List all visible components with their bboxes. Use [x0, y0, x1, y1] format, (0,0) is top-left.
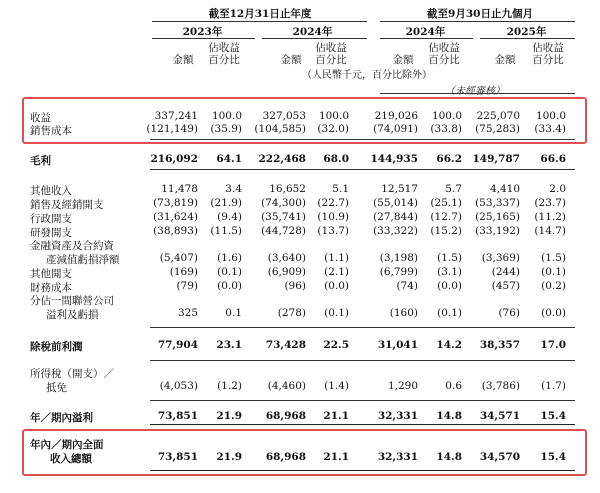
cell-percentage: 14.8	[436, 451, 462, 463]
cell-amount: 77,904	[157, 339, 198, 351]
cell-amount: (75,283)	[475, 123, 520, 135]
cell-amount: (244)	[491, 266, 520, 278]
year-rule-2	[262, 38, 367, 39]
cell-amount: 219,026	[374, 110, 418, 122]
col-header-amount: 金額	[392, 54, 414, 66]
cell-percentage: (33.8)	[430, 123, 462, 135]
cell-amount: (169)	[169, 266, 198, 278]
cell-amount: (6,909)	[267, 266, 306, 278]
cell-percentage: (2.1)	[324, 266, 349, 278]
cell-amount: (74)	[396, 280, 418, 292]
unaudited-note: （未經審核）	[445, 86, 505, 97]
cell-amount: (3,786)	[481, 380, 520, 392]
cell-amount: 325	[177, 307, 198, 319]
cell-percentage: 14.8	[436, 410, 462, 422]
row-label: 年內／期內全面	[30, 439, 104, 451]
highlight-total-comprehensive-income	[22, 429, 587, 476]
row-label-line2: 產減值虧損淨額	[46, 254, 120, 266]
year-rule-4	[480, 38, 575, 39]
cell-amount: (38,893)	[153, 225, 198, 237]
row-label: 研發開支	[30, 227, 72, 239]
row-label: 分佔一間聯營公司	[30, 295, 114, 307]
cell-percentage: (1.5)	[541, 252, 566, 264]
cell-amount: 225,070	[476, 110, 520, 122]
cell-percentage: 5.1	[332, 183, 349, 195]
group-title-nine-months: 截至9月30日止九個月	[427, 8, 533, 20]
cell-amount: (25,165)	[475, 211, 520, 223]
cell-percentage: (12.7)	[430, 211, 462, 223]
cell-percentage: 21.9	[216, 451, 242, 463]
cell-percentage: 64.1	[216, 153, 242, 165]
cell-percentage: (1.6)	[217, 252, 242, 264]
cell-percentage: 5.7	[445, 183, 462, 195]
cell-percentage: (0.1)	[324, 307, 349, 319]
row-label: 行政開支	[30, 213, 72, 225]
header-rule-left	[152, 21, 367, 22]
cell-percentage: 21.1	[323, 451, 349, 463]
cell-percentage: 21.9	[216, 410, 242, 422]
col-header-pct-line1: 佔收益	[428, 42, 460, 54]
cell-percentage: (21.9)	[210, 197, 242, 209]
rule-after-tax	[150, 400, 575, 401]
cell-percentage: 17.0	[540, 339, 566, 351]
cell-amount: (44,728)	[261, 225, 306, 237]
cell-amount: 337,241	[154, 110, 198, 122]
col-header-pct-line2: 百分比	[315, 54, 347, 66]
cell-percentage: (25.1)	[430, 197, 462, 209]
cell-percentage: 0.1	[225, 307, 242, 319]
cell-percentage: (0.0)	[217, 280, 242, 292]
col-header-pct-line1: 佔收益	[208, 42, 240, 54]
cell-amount: (3,640)	[267, 252, 306, 264]
cell-amount: (74,091)	[373, 123, 418, 135]
cell-amount: 73,428	[265, 339, 306, 351]
cell-percentage: (35.9)	[210, 123, 242, 135]
cell-amount: (33,322)	[373, 225, 418, 237]
cell-percentage: 100.0	[535, 110, 566, 122]
col-header-amount: 金額	[494, 54, 516, 66]
row-label: 收益	[30, 112, 51, 124]
cell-amount: (121,149)	[146, 123, 198, 135]
cell-amount: 73,851	[157, 451, 198, 463]
cell-percentage: 3.4	[225, 183, 242, 195]
unit-note: （人民幣千元，百分比除外）	[302, 70, 432, 81]
cell-amount: 32,331	[377, 410, 418, 422]
cell-amount: (3,198)	[379, 252, 418, 264]
cell-percentage: (0.1)	[217, 266, 242, 278]
col-header-pct-line2: 百分比	[208, 54, 240, 66]
cell-percentage: (0.0)	[324, 280, 349, 292]
cell-percentage: (1.7)	[541, 380, 566, 392]
cell-amount: (73,819)	[153, 197, 198, 209]
cell-percentage: (23.7)	[534, 197, 566, 209]
year-2024-nine-months: 2024年	[405, 26, 446, 38]
cell-percentage: 15.4	[540, 451, 566, 463]
cell-percentage: (11.2)	[534, 211, 566, 223]
group-title-full-year: 截至12月31日止年度	[208, 8, 312, 20]
cell-percentage: 2.0	[549, 183, 566, 195]
cell-percentage: 100.0	[318, 110, 349, 122]
cell-percentage: (1.2)	[217, 380, 242, 392]
cell-percentage: (0.0)	[437, 280, 462, 292]
cell-amount: 327,053	[262, 110, 306, 122]
cell-percentage: (1.1)	[324, 252, 349, 264]
cell-amount: (5,407)	[159, 252, 198, 264]
cell-percentage: (1.5)	[437, 252, 462, 264]
year-2025-nine-months: 2025年	[506, 26, 547, 38]
cell-percentage: (0.0)	[541, 307, 566, 319]
cell-amount: 149,787	[472, 153, 520, 165]
cell-amount: 38,357	[479, 339, 520, 351]
cell-percentage: (14.7)	[534, 225, 566, 237]
rule-after-profit	[150, 424, 575, 425]
cell-amount: (4,460)	[267, 380, 306, 392]
cell-amount: (3,369)	[481, 252, 520, 264]
cell-percentage: 21.1	[323, 410, 349, 422]
cell-percentage: (0.2)	[541, 280, 566, 292]
cell-amount: (74,300)	[261, 197, 306, 209]
cell-percentage: 100.0	[431, 110, 462, 122]
year-rule-3	[380, 38, 473, 39]
row-label-line2: 抵免	[46, 382, 67, 394]
cell-amount: (457)	[491, 280, 520, 292]
cell-amount: (55,014)	[373, 197, 418, 209]
row-label: 其他收入	[30, 185, 72, 197]
cell-percentage: (0.1)	[437, 307, 462, 319]
cell-amount: (35,741)	[261, 211, 306, 223]
col-header-amount: 金額	[172, 54, 194, 66]
cell-percentage: (32.0)	[317, 123, 349, 135]
cell-amount: 4,410	[489, 183, 520, 195]
cell-amount: (96)	[284, 280, 306, 292]
cell-amount: 34,571	[479, 410, 520, 422]
col-header-pct-line1: 佔收益	[315, 42, 347, 54]
col-header-pct-line1: 佔收益	[532, 42, 564, 54]
cell-percentage: (10.9)	[317, 211, 349, 223]
cell-percentage: 0.6	[445, 380, 462, 392]
cell-amount: 16,652	[269, 183, 306, 195]
cell-amount: (31,624)	[153, 211, 198, 223]
cell-percentage: (15.2)	[430, 225, 462, 237]
year-2024: 2024年	[292, 26, 333, 38]
cell-percentage: 68.0	[323, 153, 349, 165]
cell-amount: 68,968	[265, 410, 306, 422]
cell-percentage: (0.1)	[541, 266, 566, 278]
cell-amount: (6,799)	[379, 266, 418, 278]
cell-amount: 31,041	[377, 339, 418, 351]
unaudited-rule	[380, 93, 575, 94]
cell-amount: 73,851	[157, 410, 198, 422]
cell-percentage: (33.4)	[534, 123, 566, 135]
cell-amount: 222,468	[258, 153, 306, 165]
cell-percentage: 15.4	[540, 410, 566, 422]
cell-amount: (53,337)	[475, 197, 520, 209]
year-2023: 2023年	[182, 26, 223, 38]
row-label: 銷售及經銷開支	[30, 199, 104, 211]
col-header-pct-line2: 百分比	[532, 54, 564, 66]
cell-percentage: (9.4)	[217, 211, 242, 223]
cell-percentage: 22.5	[323, 339, 349, 351]
cell-amount: 216,092	[150, 153, 198, 165]
cell-amount: 1,290	[387, 380, 418, 392]
cell-amount: 11,478	[161, 183, 198, 195]
cell-amount: (4,053)	[159, 380, 198, 392]
cell-percentage: 66.6	[540, 153, 566, 165]
cell-amount: 34,570	[479, 451, 520, 463]
cell-percentage: (13.7)	[317, 225, 349, 237]
cell-amount: (278)	[277, 307, 306, 319]
row-label: 財務成本	[30, 282, 72, 294]
cell-amount: (104,585)	[254, 123, 306, 135]
header-rule-right	[380, 21, 575, 22]
cell-amount: 32,331	[377, 451, 418, 463]
row-label-line2: 收入總額	[50, 453, 92, 465]
row-label: 年／期內溢利	[30, 412, 93, 424]
cell-percentage: 14.2	[436, 339, 462, 351]
cell-percentage: (22.7)	[317, 197, 349, 209]
cell-percentage: (3.1)	[437, 266, 462, 278]
rule-after-pbt	[150, 360, 575, 361]
rule-after-gross-profit	[150, 169, 575, 170]
cell-amount: (27,844)	[373, 211, 418, 223]
cell-percentage: 23.1	[216, 339, 242, 351]
cell-percentage: 100.0	[211, 110, 242, 122]
cell-amount: 12,517	[381, 183, 418, 195]
row-label: 所得稅（開支）／	[30, 368, 114, 380]
col-header-amount: 金額	[280, 54, 302, 66]
row-label: 金融資產及合約資	[30, 240, 114, 252]
row-label: 銷售成本	[30, 125, 72, 137]
rule-after-share-associate	[150, 327, 575, 328]
cell-percentage: (11.5)	[210, 225, 242, 237]
highlight-revenue-cost	[22, 97, 587, 144]
cell-amount: 68,968	[265, 451, 306, 463]
row-label: 除稅前利潤	[30, 341, 83, 353]
cell-amount: (160)	[389, 307, 418, 319]
row-label-line2: 溢利及虧損	[46, 309, 99, 321]
cell-amount: 144,935	[370, 153, 418, 165]
year-rule-1	[152, 38, 255, 39]
cell-amount: (76)	[498, 307, 520, 319]
cell-amount: (79)	[176, 280, 198, 292]
row-label: 毛利	[30, 155, 51, 167]
col-header-pct-line2: 百分比	[428, 54, 460, 66]
cell-percentage: 66.2	[436, 153, 462, 165]
cell-percentage: (1.4)	[324, 380, 349, 392]
cell-amount: (33,192)	[475, 225, 520, 237]
row-label: 其他開支	[30, 268, 72, 280]
